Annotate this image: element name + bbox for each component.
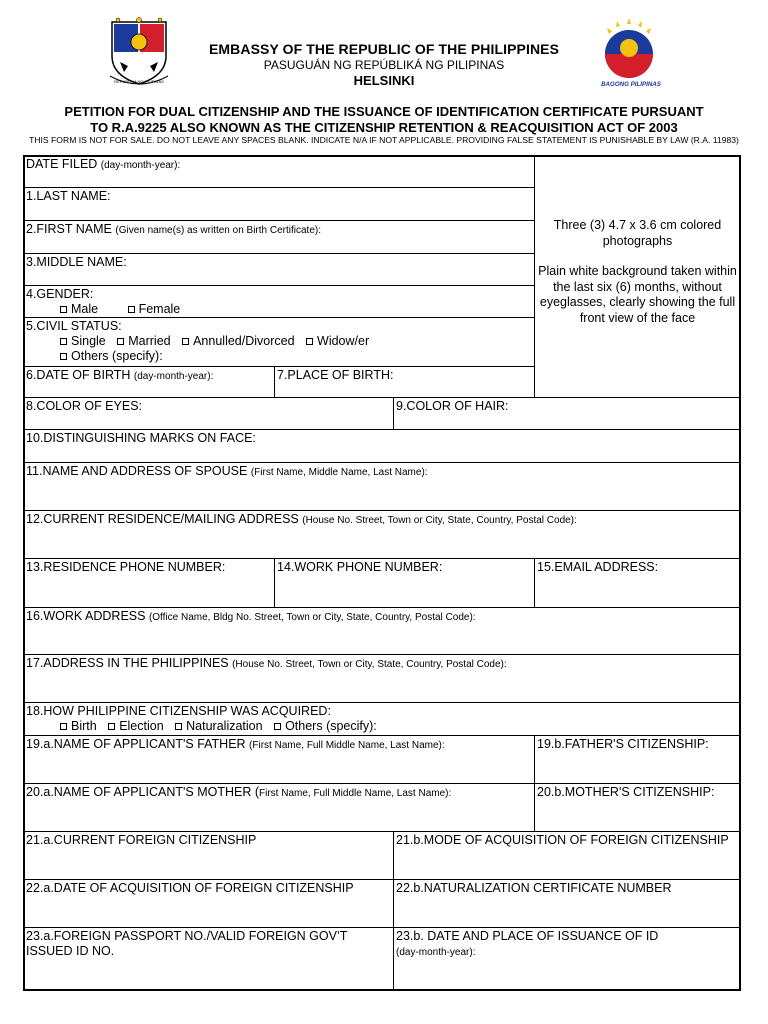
form-header — [0, 0, 768, 155]
father-name-hint: (First Name, Full Middle Name, Last Name): — [249, 740, 445, 751]
work-phone-label: 14.WORK PHONE NUMBER: — [277, 560, 443, 574]
acquired-option-naturalization[interactable]: Naturalization — [175, 719, 262, 734]
foreign-acquisition-date-label: 22.a.DATE OF ACQUISITION OF FOREIGN CITIZENSHIP — [26, 881, 354, 895]
residence-phone-label: 13.RESIDENCE PHONE NUMBER: — [26, 560, 226, 574]
mother-citizenship-label: 20.b.MOTHER'S CITIZENSHIP: — [537, 785, 715, 799]
pob-label: 7.PLACE OF BIRTH: — [277, 368, 394, 382]
residence-hint: (House No. Street, Town or City, State, Country, Postal Code): — [302, 515, 577, 526]
gender-option-male[interactable]: Male — [60, 302, 98, 317]
date-filed-hint: (day-month-year): — [100, 160, 181, 171]
petition-title-line1: PETITION FOR DUAL CITIZENSHIP AND THE ISSUANCE OF IDENTIFICATION CERTIFICATE PURSUANT — [64, 104, 704, 119]
first-name-hint: (Given name(s) as written on Birth Certificate): — [115, 225, 321, 236]
dob-hint: (day-month-year): — [133, 371, 214, 382]
marks-label: 10.DISTINGUISHING MARKS ON FACE: — [26, 431, 256, 445]
foreign-citizenship-label: 21.a.CURRENT FOREIGN CITIZENSHIP — [26, 833, 257, 847]
acquired-option-others[interactable]: Others (specify): — [274, 719, 377, 734]
middle-name-label: 3.MIDDLE NAME: — [26, 255, 127, 269]
acquired-option-birth[interactable]: Birth — [60, 719, 97, 734]
email-label: 15.EMAIL ADDRESS: — [537, 560, 659, 574]
date-filed-label: DATE FILED — [26, 157, 101, 171]
form-notice: THIS FORM IS NOT FOR SALE. DO NOT LEAVE ANY SPACES BLANK. INDICATE N/A IF NOT APPLICABLE. PROVIDING FALSE STATEMENT IS PUNISHABLE BY LAW (R.A. 11983) — [29, 135, 739, 145]
embassy-city: HELSINKI — [353, 73, 415, 88]
embassy-native-title: PASUGUÁN NG REPÚBLIKÁ NG PILIPINAS — [263, 58, 505, 72]
civil-option-annulled[interactable]: Annulled/Divorced — [182, 334, 294, 349]
last-name-label: 1.LAST NAME: — [26, 189, 111, 203]
dob-label: 6.DATE OF BIRTH — [26, 368, 134, 382]
acquired-option-election[interactable]: Election — [108, 719, 163, 734]
citizenship-acquired-label: 18.HOW PHILIPPINE CITIZENSHIP WAS ACQUIRED: — [26, 704, 331, 718]
mother-name-hint: First Name, Full Middle Name, Last Name): — [259, 788, 452, 799]
gender-option-female[interactable]: Female — [128, 302, 181, 317]
civil-status-label: 5.CIVIL STATUS: — [26, 319, 122, 333]
first-name-label: 2.FIRST NAME — [26, 222, 116, 236]
foreign-passport-label: 23.a.FOREIGN PASSPORT NO./VALID FOREIGN GOV’T ISSUED ID NO. — [26, 929, 348, 958]
work-address-hint: (Office Name, Bldg No. Street, Town or City, State, Country, Postal Code): — [148, 612, 476, 623]
civil-option-married[interactable]: Married — [117, 334, 170, 349]
id-issuance-label: 23.b. DATE AND PLACE OF ISSUANCE OF ID — [396, 929, 659, 943]
philippine-address-hint: (House No. Street, Town or City, State, Country, Postal Code): — [232, 659, 507, 670]
work-address-label: 16.WORK ADDRESS — [26, 609, 149, 623]
civil-option-others[interactable]: Others (specify): — [60, 349, 163, 364]
photo-requirement: Three (3) 4.7 x 3.6 cm colored photographs — [553, 218, 722, 248]
foreign-acquisition-mode-label: 21.b.MODE OF ACQUISITION OF FOREIGN CITIZENSHIP — [396, 833, 729, 847]
petition-title — [0, 104, 768, 136]
mother-name-label: 20.a.NAME OF APPLICANT'S MOTHER ( — [26, 785, 259, 799]
father-citizenship-label: 19.b.FATHER'S CITIZENSHIP: — [537, 737, 709, 751]
spouse-hint: (First Name, Middle Name, Last Name): — [250, 467, 428, 478]
father-name-label: 19.a.NAME OF APPLICANT'S FATHER — [26, 737, 250, 751]
logo-caption: BAGONG PILIPINAS — [601, 81, 661, 88]
petition-title-line2: TO R.A.9225 ALSO KNOWN AS THE CITIZENSHIP RETENTION & REACQUISITION ACT OF 2003 — [90, 120, 678, 135]
hair-color-label: 9.COLOR OF HAIR: — [396, 399, 509, 413]
philippine-address-label: 17.ADDRESS IN THE PHILIPPINES — [26, 656, 233, 670]
id-issuance-hint: (day-month-year): — [396, 947, 476, 958]
seal-motto: REPUBLIKA NG PILIPINAS — [114, 79, 164, 84]
eye-color-label: 8.COLOR OF EYES: — [26, 399, 143, 413]
gender-label: 4.GENDER: — [26, 287, 94, 301]
civil-option-single[interactable]: Single — [60, 334, 106, 349]
naturalization-certificate-label: 22.b.NATURALIZATION CERTIFICATE NUMBER — [396, 881, 672, 895]
residence-label: 12.CURRENT RESIDENCE/MAILING ADDRESS — [26, 512, 303, 526]
photo-instructions: Plain white background taken within the last six (6) months, without eyeglasses, clearly showing the full front view of the face — [538, 264, 737, 325]
form-outer-border — [23, 155, 741, 991]
spouse-label: 11.NAME AND ADDRESS OF SPOUSE — [26, 464, 251, 478]
civil-option-widow[interactable]: Widow/er — [306, 334, 369, 349]
embassy-title: EMBASSY OF THE REPUBLIC OF THE PHILIPPINES — [208, 41, 560, 57]
